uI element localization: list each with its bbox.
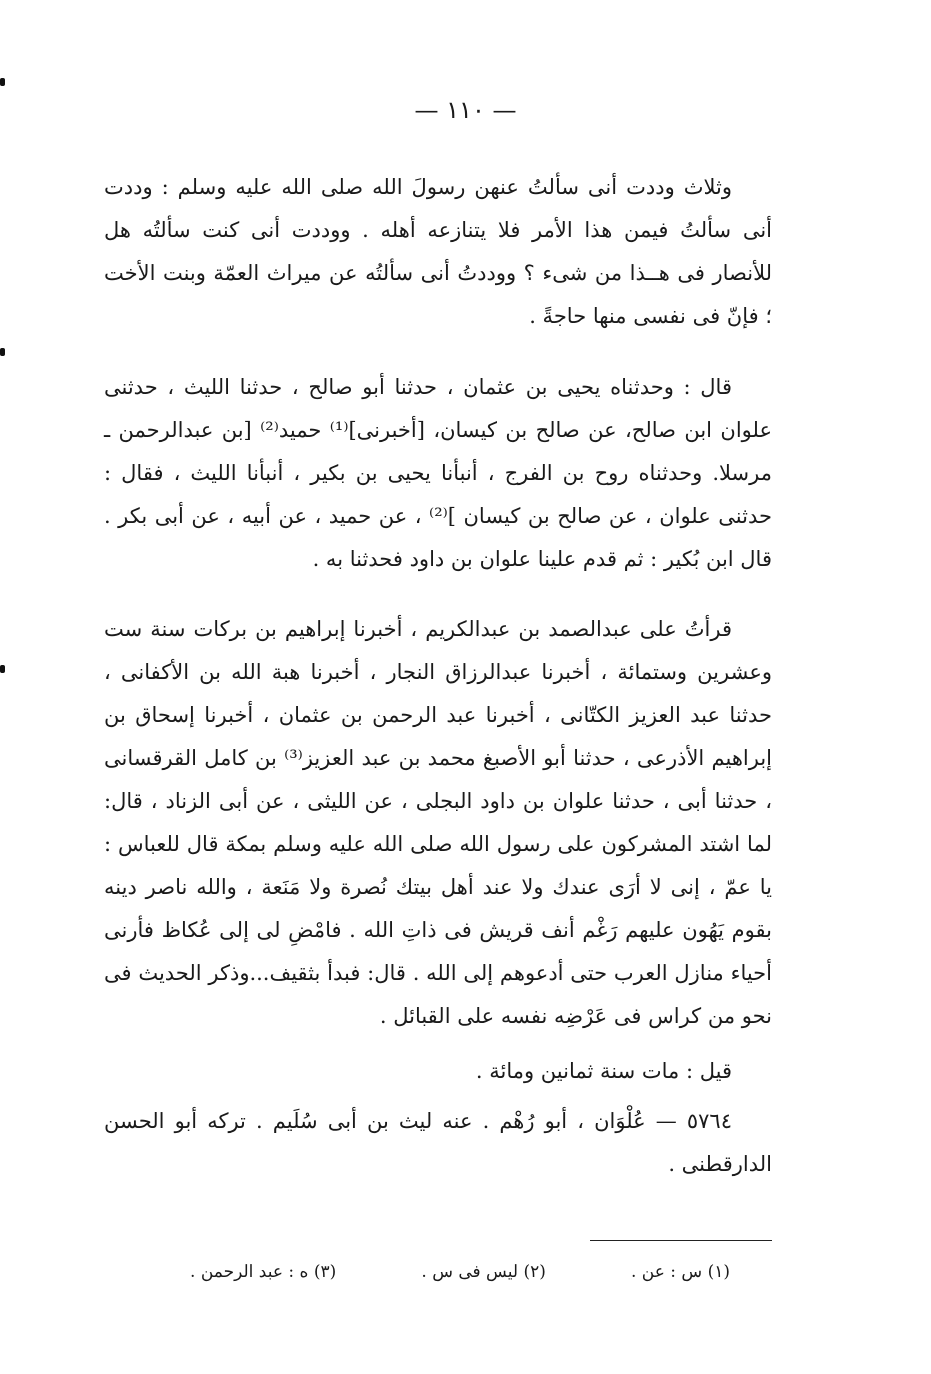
scan-margin-mark — [0, 78, 5, 86]
paragraph-text: ٥٧٦٤ — عُلْوَان ، أبو رُهْم . عنه ليث بن أبى سُلَيم . تركه أبو الحسن الدارقطنى . — [104, 1109, 772, 1176]
scan-margin-mark — [0, 665, 5, 673]
paragraph-1 — [104, 166, 772, 338]
footnote-divider — [590, 1240, 772, 1241]
page-number: — ١١٠ — — [414, 96, 517, 124]
paragraph-text: قرأتُ على عبدالصمد بن عبدالكريم ، أخبرنا إبراهيم بن بركات سنة ست وعشرين وستمائة ، أخبرنا عبدالرزاق النجار ، أخبرنا هبة الله بن الأكفانى ، حدثنا عبد العزيز الكتّانى ، أخبرنا عبد الرحمن بن عثمان ، أخبرنا إسحاق بن إبراهيم الأذرعى ، حدثنا أبو الأصبغ محمد بن عبد العزيز⁽³⁾ بن كامل القرقسانى ، حدثنا أبى ، حدثنا علوان بن داود البجلى ، عن الليثى ، عن أبى الزناد ، قال: لما اشتد المشركون على رسول الله صلى الله عليه وسلم بمكة قال للعباس : يا عمّ ، إنى لا أرَى عندك ولا عند أهل بيتك نُصرة ولا مَنَعة ، والله ناصر دينه بقوم يَهُون عليهم رَغْم أنف قريش فى ذاتِ الله . فامْضِ لى إلى عُكاظ فأرنى أحياء منازل العرب حتى أدعوهم إلى الله . قال: فبدأ بثقيف...وذكر الحديث فى نحو من كراس فى عَرْضِه نفسه على القبائل . — [104, 617, 772, 1028]
scan-margin-mark — [0, 348, 5, 356]
footnote-3: (٣) ه : عبد الرحمن . — [190, 1262, 337, 1282]
footnote-2: (٢) ليس فى س . — [421, 1262, 546, 1282]
paragraph-text: وثلاث وددت أنى سألتُ عنهن رسولَ الله صلى الله عليه وسلم : وددت أنى سألتُ فيمن هذا الأمر فلا يتنازعه أهله . ووددت أنى كنت سألتُه هل للأنصار فى هــذا من شىء ؟ ووددتُ أنى سألتُه عن ميراث العمّة وبنت الأخت ؛ فإنّ فى نفسى منها حاجةً . — [104, 175, 772, 328]
paragraph-text: قيل : مات سنة ثمانين ومائة . — [475, 1059, 732, 1083]
paragraph-5 — [104, 1100, 772, 1186]
paragraph-text: قال : وحدثناه يحيى بن عثمان ، حدثنا أبو صالح ، حدثنا الليث ، حدثنى علوان ابن صالح، عن صالح بن كيسان، [أخبرنى]⁽¹⁾ حميد⁽²⁾ [بن عبدالرحمن ـ مرسلا. وحدثناه روح بن الفرج ، أنبأنا يحيى بن بكير ، أنبأنا الليث ، فقال : حدثنى علوان ، عن صالح بن كيسان ]⁽²⁾ ، عن حميد ، عن أبيه ، عن أبى بكر . قال ابن بُكير : ثم قدم علينا علوان بن داود فحدثنا به . — [104, 375, 772, 571]
footnote-1: (١) س : عن . — [631, 1262, 730, 1282]
paragraph-4 — [104, 1050, 772, 1093]
paragraph-2 — [104, 366, 772, 581]
paragraph-3 — [104, 608, 772, 1038]
footnotes — [190, 1262, 730, 1282]
